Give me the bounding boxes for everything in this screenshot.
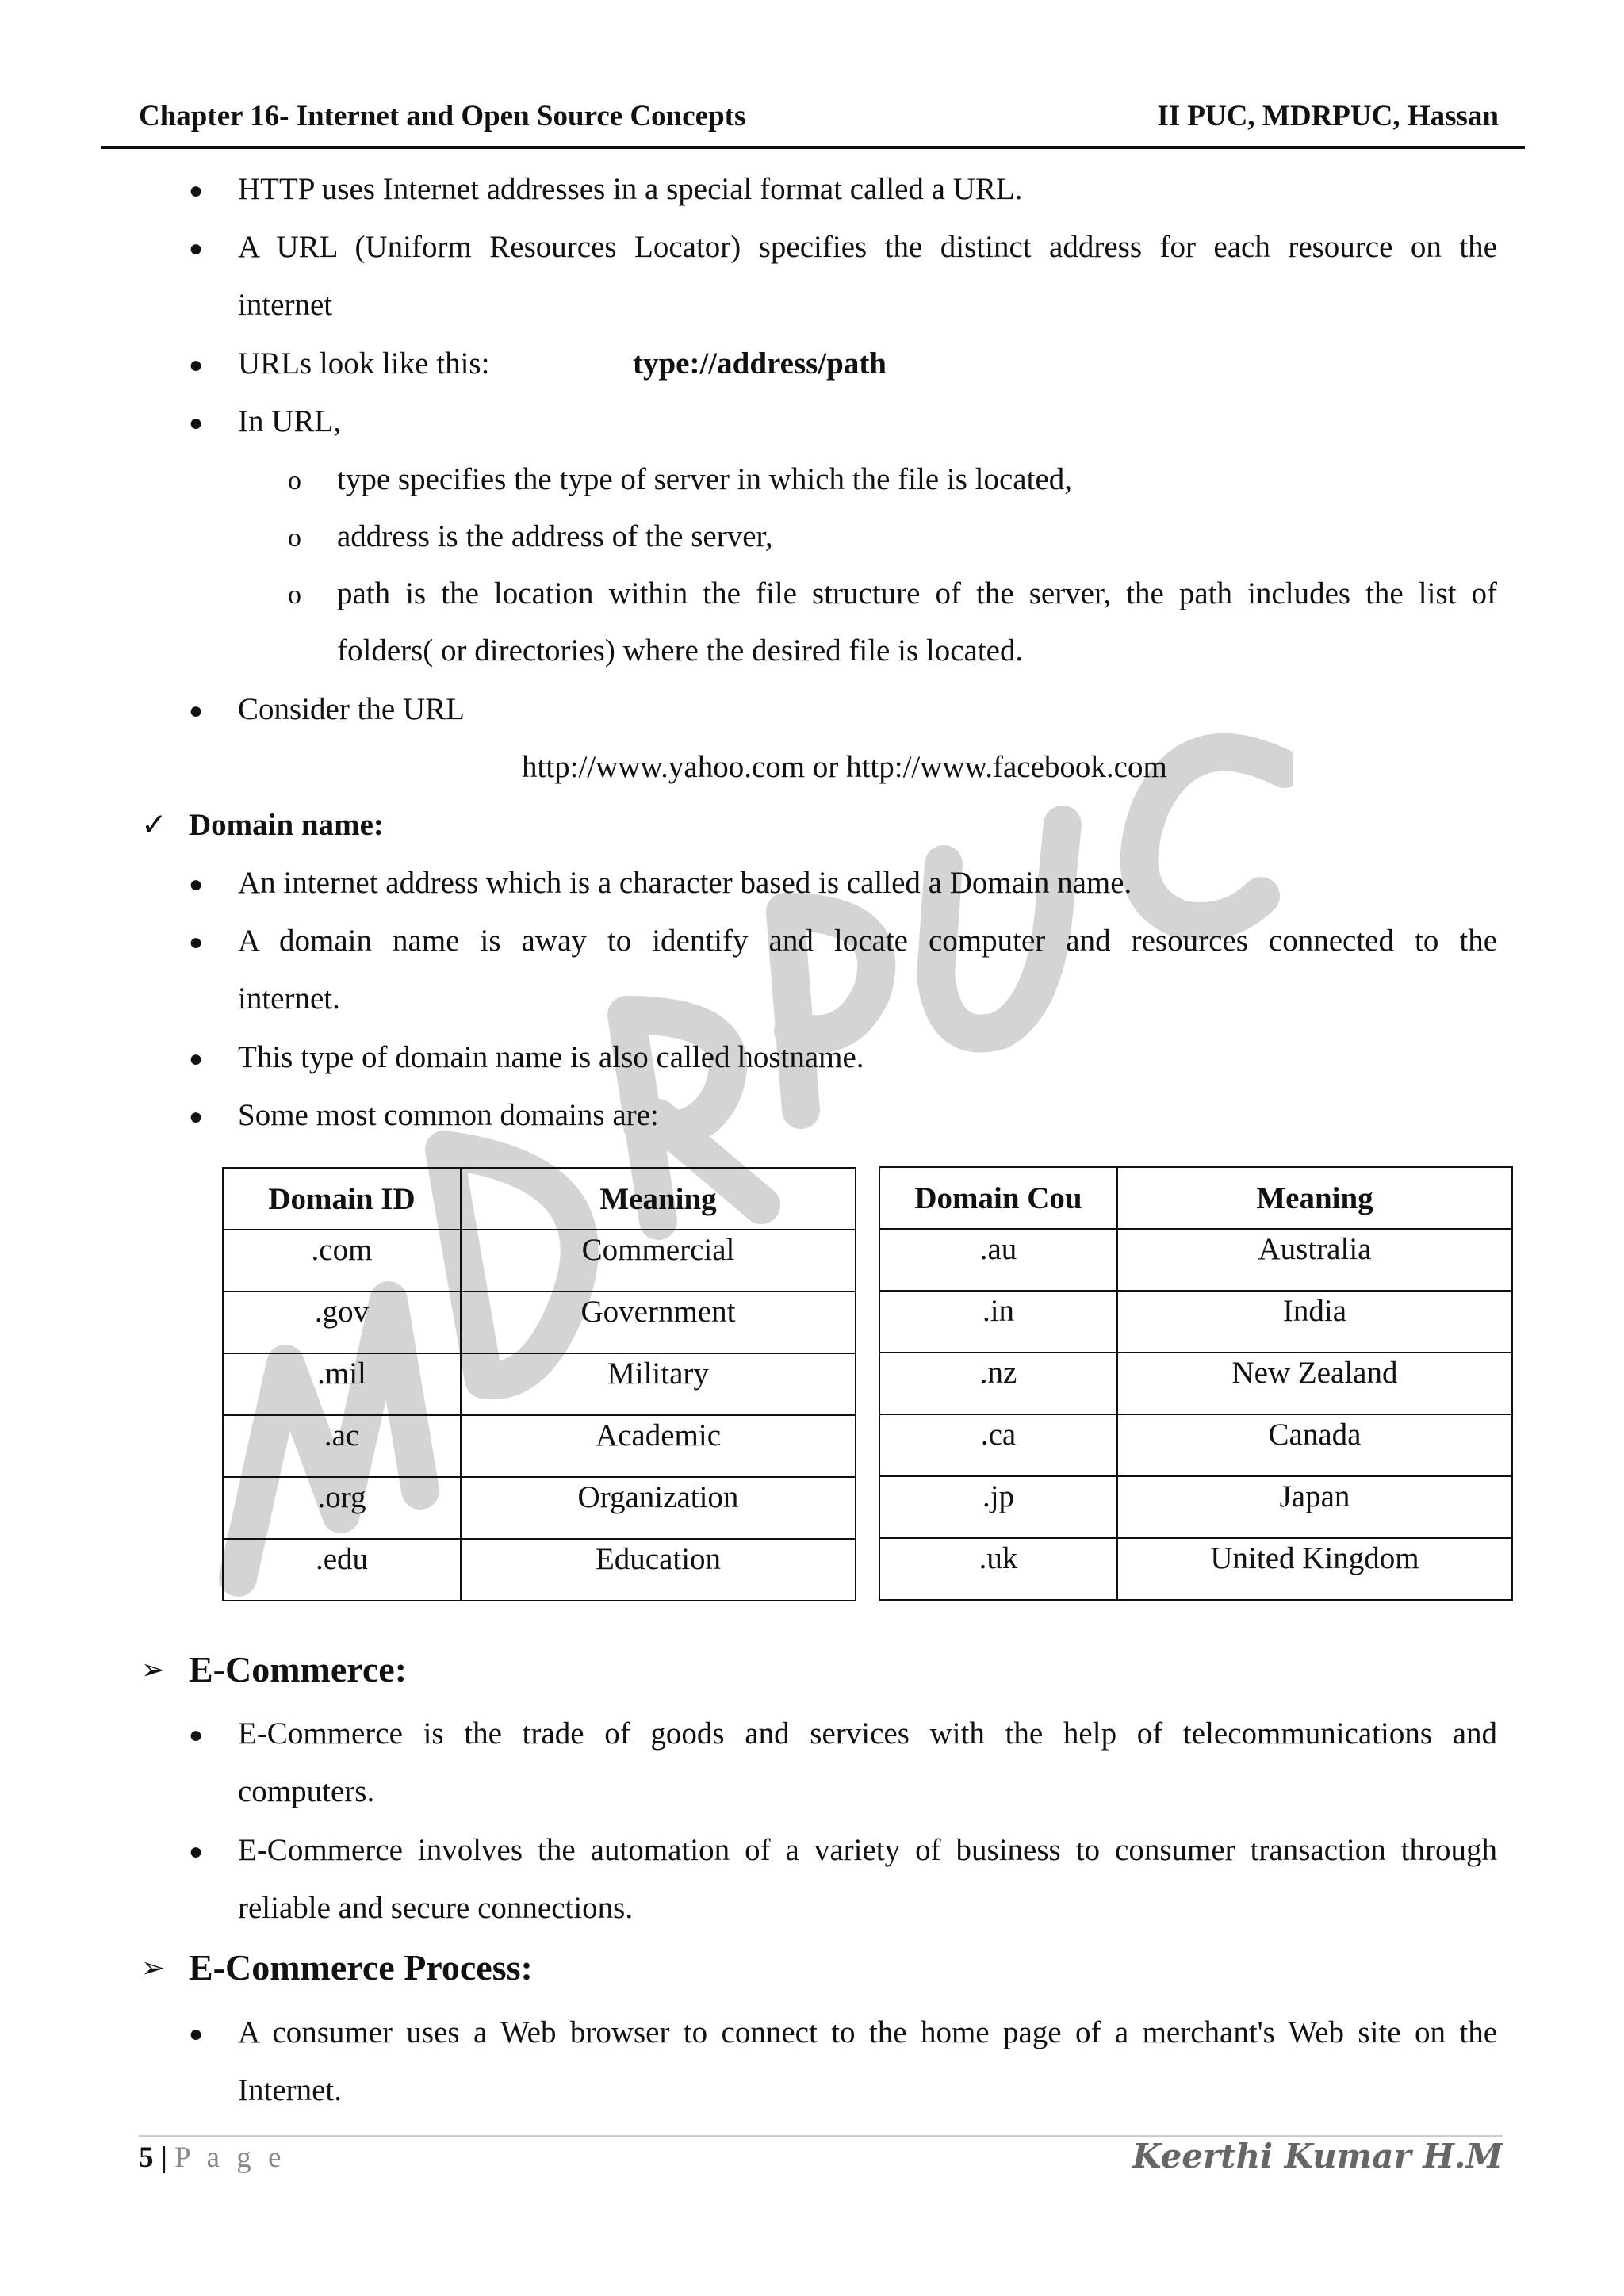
domain-country-table <box>879 1166 1513 1601</box>
bullet-icon: ● <box>189 1722 204 1748</box>
ecommerce-process-heading: E-Commerce Process: <box>189 1947 533 1988</box>
domain-bullet-2-line2: internet. <box>238 982 340 1016</box>
ecommerce-heading: E-Commerce: <box>189 1649 408 1689</box>
url-example: http://www.yahoo.com or http://www.facebook.com <box>522 750 1167 784</box>
page-header <box>139 99 1499 139</box>
table-cell: Commercial <box>461 1230 856 1292</box>
bullet-icon: ● <box>189 871 204 897</box>
domain-heading: Domain name: <box>189 808 384 842</box>
check-icon: ✓ <box>141 808 167 842</box>
table-header: Domain Cou <box>879 1167 1117 1229</box>
table-cell: Government <box>461 1292 856 1353</box>
table-cell: .com <box>223 1230 461 1292</box>
process-bullet-1-line1: A consumer uses a Web browser to connect to the home page of a merchant's Web site on the <box>238 2015 1497 2049</box>
table-row <box>223 1415 856 1477</box>
url-bullet-4: In URL, <box>238 404 341 438</box>
table-header-row <box>879 1167 1512 1229</box>
url-format-label: URLs look like this: <box>238 346 490 381</box>
url-bullet-2-line1: A URL (Uniform Resources Locator) specifies the distinct address for each resource on the <box>238 230 1497 264</box>
chapter-title: Chapter 16- Internet and Open Source Concepts <box>139 100 746 132</box>
header-divider <box>102 146 1525 149</box>
url-bullet-5: Consider the URL <box>238 692 465 726</box>
table-row <box>223 1353 856 1415</box>
table-row <box>223 1292 856 1353</box>
author-name: Keerthi Kumar H.M <box>1132 2137 1503 2175</box>
url-sub-3-line2: folders( or directories) where the desired file is located. <box>337 633 1024 668</box>
bullet-icon: ● <box>189 178 204 204</box>
sub-bullet-icon: o <box>288 580 301 610</box>
table-cell: Military <box>461 1353 856 1415</box>
table-cell: .edu <box>223 1539 461 1601</box>
domain-bullet-4: Some most common domains are: <box>238 1098 659 1132</box>
url-bullet-1: HTTP uses Internet addresses in a special format called a URL. <box>238 172 1023 206</box>
table-cell: .uk <box>879 1538 1117 1600</box>
ecommerce-bullet-1-line2: computers. <box>238 1774 375 1808</box>
sub-bullet-icon: o <box>288 466 301 496</box>
table-row <box>879 1414 1512 1476</box>
table-cell: .in <box>879 1291 1117 1353</box>
bullet-icon: ● <box>189 1839 204 1865</box>
table-cell: United Kingdom <box>1117 1538 1512 1600</box>
url-sub-1: type specifies the type of server in which the file is located, <box>337 462 1073 496</box>
table-cell: .jp <box>879 1476 1117 1538</box>
page-separator: | <box>160 2141 167 2174</box>
domain-bullet-1: An internet address which is a character based is called a Domain name. <box>238 866 1132 900</box>
ecommerce-bullet-1-line1: E-Commerce is the trade of goods and services with the help of telecommunications and <box>238 1716 1497 1751</box>
table-row <box>223 1539 856 1601</box>
ecommerce-bullet-2-line1: E-Commerce involves the automation of a variety of business to consumer transaction through <box>238 1833 1497 1867</box>
table-cell: .au <box>879 1229 1117 1291</box>
table-row <box>879 1476 1512 1538</box>
table-row <box>879 1538 1512 1600</box>
table-header: Domain ID <box>223 1168 461 1230</box>
table-cell: Organization <box>461 1477 856 1539</box>
table-row <box>223 1477 856 1539</box>
domain-id-table <box>222 1167 856 1601</box>
url-sub-3-line1: path is the location within the file structure of the server, the path includes the list of <box>337 576 1497 610</box>
ecommerce-bullet-2-line2: reliable and secure connections. <box>238 1891 634 1925</box>
bullet-icon: ● <box>189 1046 204 1072</box>
table-cell: .mil <box>223 1353 461 1415</box>
bullet-icon: ● <box>189 1104 204 1130</box>
table-cell: Japan <box>1117 1476 1512 1538</box>
url-sub-2: address is the address of the server, <box>337 519 773 553</box>
domain-bullet-2-line1: A domain name is away to identify and locate computer and resources connected to the <box>238 924 1497 958</box>
bullet-icon: ● <box>189 235 204 262</box>
table-row <box>223 1230 856 1292</box>
table-cell: Academic <box>461 1415 856 1477</box>
bullet-icon: ● <box>189 929 204 955</box>
domain-bullet-3: This type of domain name is also called hostname. <box>238 1040 864 1074</box>
url-bullet-2-line2: internet <box>238 288 333 322</box>
table-cell: New Zealand <box>1117 1353 1512 1414</box>
table-cell: .ca <box>879 1414 1117 1476</box>
bullet-icon: ● <box>189 410 204 436</box>
college-name: II PUC, MDRPUC, Hassan <box>1157 100 1499 132</box>
table-cell: .nz <box>879 1353 1117 1414</box>
page-number <box>139 2141 285 2175</box>
table-header: Meaning <box>461 1168 856 1230</box>
sub-bullet-icon: o <box>288 523 301 553</box>
table-row <box>879 1353 1512 1414</box>
page-label: P a g e <box>174 2141 286 2174</box>
table-cell: Canada <box>1117 1414 1512 1476</box>
table-cell: Australia <box>1117 1229 1512 1291</box>
table-cell: .org <box>223 1477 461 1539</box>
bullet-icon: ● <box>189 2021 204 2047</box>
arrow-icon: ➢ <box>141 1654 166 1686</box>
table-row <box>879 1229 1512 1291</box>
url-format-value: type://address/path <box>633 346 887 381</box>
bullet-icon: ● <box>189 352 204 378</box>
process-bullet-1-line2: Internet. <box>238 2073 343 2107</box>
table-header: Meaning <box>1117 1167 1512 1229</box>
arrow-icon: ➢ <box>141 1952 166 1984</box>
table-cell: India <box>1117 1291 1512 1353</box>
table-header-row <box>223 1168 856 1230</box>
table-cell: Education <box>461 1539 856 1601</box>
table-cell: .ac <box>223 1415 461 1477</box>
table-cell: .gov <box>223 1292 461 1353</box>
bullet-icon: ● <box>189 698 204 724</box>
page-number-value: 5 <box>139 2141 154 2174</box>
table-row <box>879 1291 1512 1353</box>
